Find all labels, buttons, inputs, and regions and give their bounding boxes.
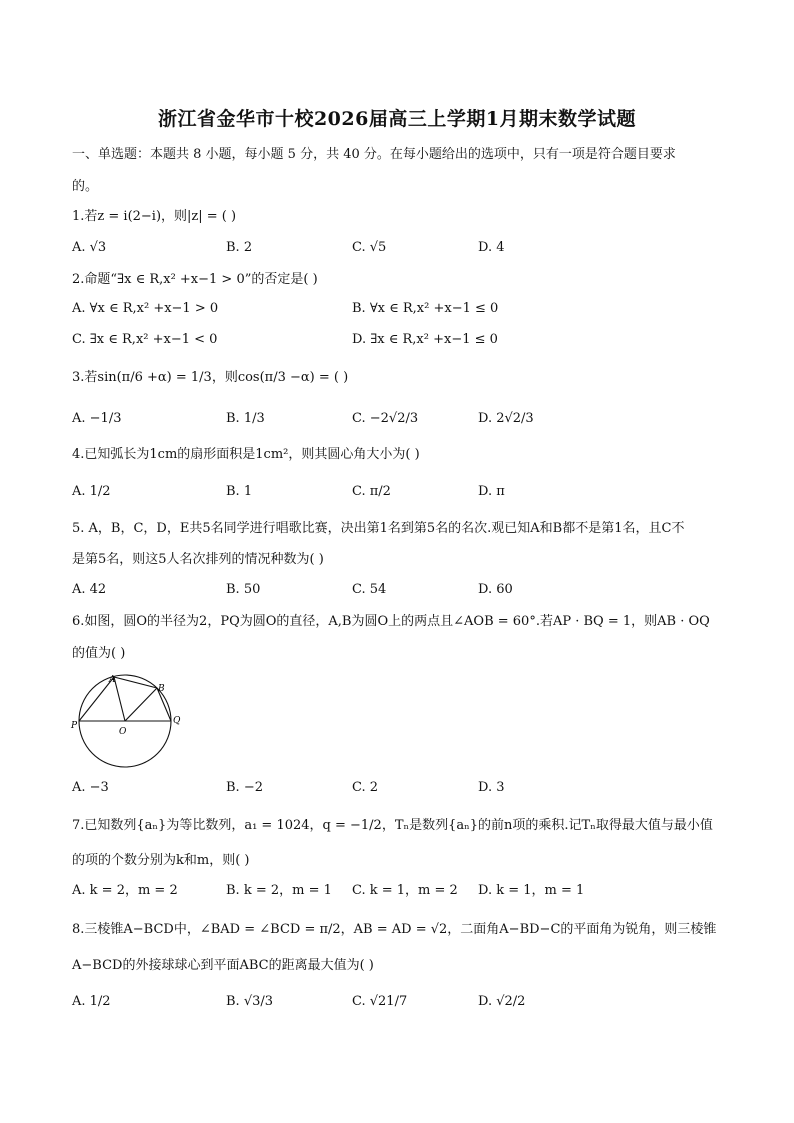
q6-option-b: B. −2	[226, 780, 263, 795]
q7-stem-line1: 7.已知数列{aₙ}为等比数列，a₁ = 1024，q = −1/2，Tₙ是数列{aₙ}的前n项的乘积.记Tₙ取得最大值与最小值	[72, 818, 713, 833]
segment-ob	[125, 688, 157, 721]
q6-stem-line1: 6.如图，圆O的半径为2，PQ为圆O的直径，A,B为圆O上的两点且∠AOB = 60°.若AP · BQ = 1，则AB · OQ	[72, 614, 710, 629]
q7-option-c: C. k = 1，m = 2	[352, 883, 458, 898]
q8-option-d: D. √2/2	[478, 994, 526, 1009]
q5-option-c: C. 54	[352, 582, 387, 597]
q5-stem-line2: 是第5名，则这5人名次排列的情况种数为( )	[72, 552, 324, 567]
q5-option-a: A. 42	[72, 582, 107, 597]
q1-option-b: B. 2	[226, 240, 253, 255]
q3-option-d: D. 2√2/3	[478, 411, 534, 426]
q5-stem-line1: 5. A，B，C，D，E共5名同学进行唱歌比赛，决出第1名到第5名的名次.观已知A和B都不是第1名，且C不	[72, 521, 685, 536]
q4-option-a: A. 1/2	[72, 484, 111, 499]
q7-option-d: D. k = 1，m = 1	[478, 883, 585, 898]
q8-stem-line1: 8.三棱锥A−BCD中，∠BAD = ∠BCD = π/2，AB = AD = √2，二面角A−BD−C的平面角为锐角，则三棱锥	[72, 922, 717, 937]
label-b: B	[158, 684, 165, 694]
q2-option-d: D. ∃x ∈ R,x² +x−1 ≤ 0	[352, 332, 498, 347]
q4-stem: 4.已知弧长为1cm的扇形面积是1cm²，则其圆心角大小为( )	[72, 447, 420, 462]
q2-stem: 2.命题“∃x ∈ R,x² +x−1 > 0”的否定是( )	[72, 272, 318, 287]
label-p: P	[71, 721, 78, 731]
q3-option-a: A. −1/3	[72, 411, 122, 426]
q8-option-a: A. 1/2	[72, 994, 111, 1009]
q7-option-a: A. k = 2，m = 2	[72, 883, 178, 898]
q3-option-b: B. 1/3	[226, 411, 265, 426]
page-title: 浙江省金华市十校2026届高三上学期1月期末数学试题	[157, 108, 637, 130]
q8-option-c: C. √21/7	[352, 994, 408, 1009]
circle-figure	[70, 672, 190, 772]
label-q: Q	[173, 716, 181, 726]
q6-option-c: C. 2	[352, 780, 379, 795]
q7-stem-line2: 的项的个数分别为k和m，则( )	[72, 853, 250, 868]
q3-stem: 3.若sin(π/6 +α) = 1/3，则cos(π/3 −α) = ( )	[72, 370, 349, 385]
q2-option-a: A. ∀x ∈ R,x² +x−1 > 0	[72, 301, 219, 316]
q4-option-d: D. π	[478, 484, 505, 499]
q2-option-c: C. ∃x ∈ R,x² +x−1 < 0	[72, 332, 218, 347]
section-instruction-line2: 的。	[72, 179, 99, 194]
section-instruction-line1: 一、单选题：本题共 8 小题，每小题 5 分，共 40 分。在每小题给出的选项中，只有一项是符合题目要求	[72, 147, 676, 162]
q2-option-b: B. ∀x ∈ R,x² +x−1 ≤ 0	[352, 301, 499, 316]
segment-oa	[114, 677, 125, 721]
q5-option-d: D. 60	[478, 582, 513, 597]
q4-option-c: C. π/2	[352, 484, 391, 499]
q6-option-d: D. 3	[478, 780, 505, 795]
q7-option-b: B. k = 2，m = 1	[226, 883, 332, 898]
q3-option-c: C. −2√2/3	[352, 411, 419, 426]
q1-stem: 1.若z = i(2−i)，则|z| = ( )	[72, 209, 237, 224]
label-a: A	[109, 675, 116, 685]
q5-option-b: B. 50	[226, 582, 261, 597]
q1-option-d: D. 4	[478, 240, 505, 255]
q6-option-a: A. −3	[72, 780, 109, 795]
q6-stem-line2: 的值为( )	[72, 646, 126, 661]
label-o: O	[119, 727, 127, 737]
q4-option-b: B. 1	[226, 484, 253, 499]
q8-stem-line2: A−BCD的外接球球心到平面ABC的距离最大值为( )	[72, 958, 374, 973]
q8-option-b: B. √3/3	[226, 994, 274, 1009]
q1-option-a: A. √3	[72, 240, 107, 255]
q1-option-c: C. √5	[352, 240, 387, 255]
